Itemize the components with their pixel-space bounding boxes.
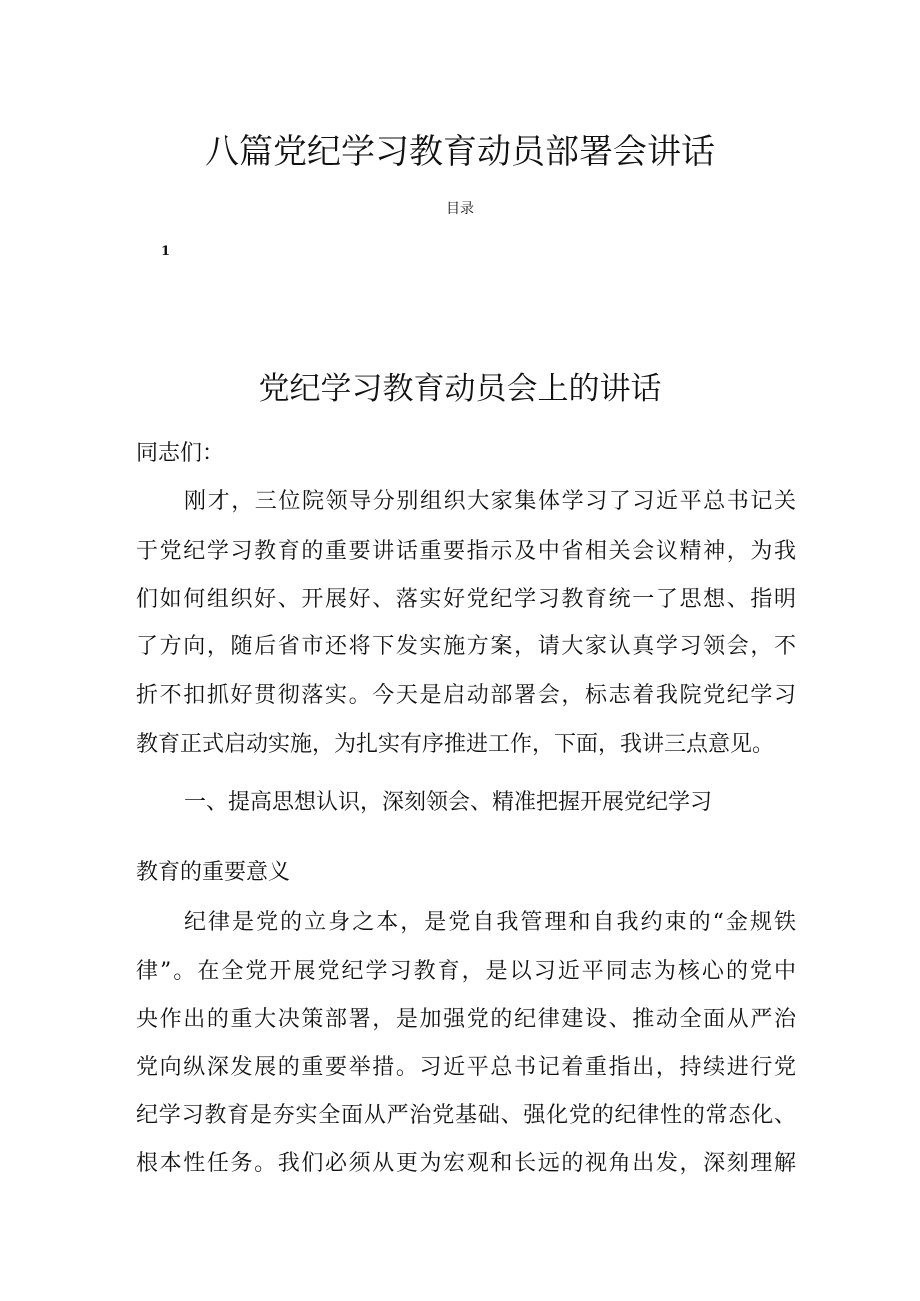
paragraph-2-line: 根本性任务。我们必须从更为宏观和长远的视角出发，深刻理解	[136, 1151, 796, 1176]
speech-title: 党纪学习教育动员会上的讲话	[258, 371, 662, 407]
paragraph-1-line: 刚才，三位院领导分别组织大家集体学习了习近平总书记关	[184, 489, 796, 514]
toc-entry-number: 1	[161, 244, 171, 259]
document-title: 八篇党纪学习教育动员部署会讲话	[205, 132, 715, 172]
section-1-heading: 一、提高思想认识，深刻领会、精准把握开展党纪学习	[184, 790, 713, 815]
paragraph-1-line: 于党纪学习教育的重要讲话重要指示及中省相关会议精神，为我	[136, 539, 796, 564]
paragraph-1-line: 教育正式启动实施，为扎实有序推进工作，下面，我讲三点意见。	[136, 732, 775, 757]
paragraph-1-line: 了方向，随后省市还将下发实施方案，请大家认真学习领会，不	[136, 634, 796, 659]
paragraph-2-line: 律”。在全党开展党纪学习教育，是以习近平同志为核心的党中	[136, 959, 796, 984]
paragraph-2-line: 党向纵深发展的重要举措。习近平总书记着重指出，持续进行党	[136, 1055, 796, 1080]
paragraph-2-line: 央作出的重大决策部署，是加强党的纪律建设、推动全面从严治	[136, 1007, 796, 1032]
paragraph-2-line: 纪律是党的立身之本，是党自我管理和自我约束的“金规铁	[184, 910, 796, 935]
paragraph-1-line: 折不扣抓好贯彻落实。今天是启动部署会，标志着我院党纪学习	[136, 683, 796, 708]
paragraph-1-line: 们如何组织好、开展好、落实好党纪学习教育统一了思想、指明	[136, 587, 796, 612]
salutation: 同志们：	[136, 441, 225, 466]
section-1-heading-continued: 教育的重要意义	[136, 860, 291, 885]
paragraph-2-line: 纪学习教育是夯实全面从严治党基础、强化党的纪律性的常态化、	[136, 1103, 796, 1128]
table-of-contents-label: 目录	[446, 201, 474, 217]
